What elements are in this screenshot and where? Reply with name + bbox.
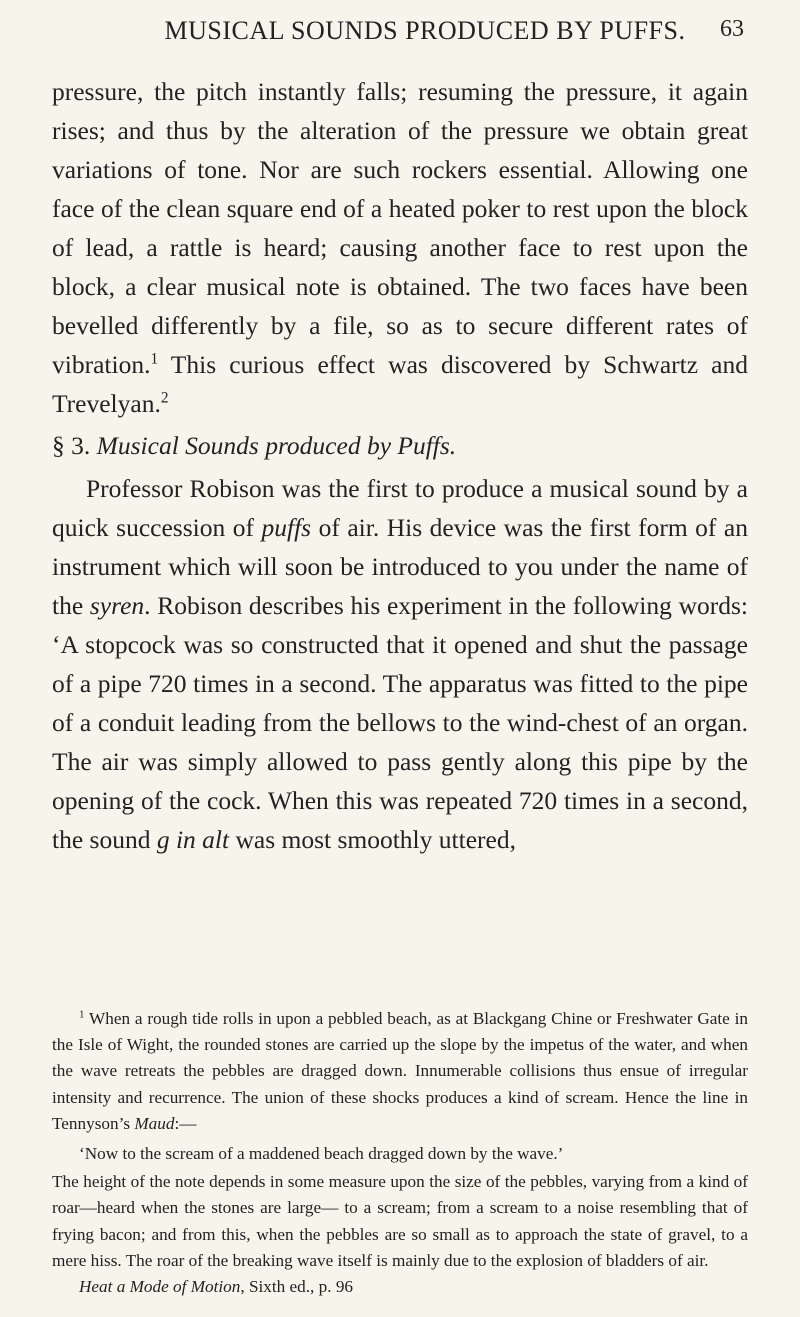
footnote-ref-2[interactable]: 2	[160, 389, 169, 407]
section-number: § 3.	[52, 431, 97, 460]
section-title: Musical Sounds produced by Puffs.	[96, 431, 457, 460]
p1-mid: This curious effect was discovered by Schwartz and Trevelyan.	[52, 350, 748, 418]
footnote-source-title: Heat a Mode of Motion	[79, 1277, 241, 1297]
paragraph-robison	[52, 469, 748, 859]
footnote-text-b: :—	[174, 1113, 197, 1133]
footnote-marker: 1	[79, 1008, 85, 1021]
p2-text-c: . Robison describes his experiment in the following words: ‘A stopcock was so constructed that it opened and shut the passage of a pipe 720 times in a second. The apparatus was fitted to the pipe of a conduit leading from the bellows to the wind-chest of an organ. The air was simply allowed to pass gently along this pipe by the opening of the cock. When this was repeated 720 times in a second, the sound	[52, 591, 749, 854]
paragraph-continuation	[52, 72, 748, 423]
running-title: MUSICAL SOUNDS PRODUCED BY PUFFS.	[164, 16, 686, 45]
running-head	[110, 16, 744, 56]
footnote-source	[52, 1274, 748, 1300]
footnote-text-c: The height of the note depends in some measure upon the size of the pebbles, varying from a kind of roar—heard when the stones are large— to a scream; from a scream to a noise resembling that of frying bacon; and from this, when the pebbles are so small as to approach the state of gravel, to a mere hiss. The roar of the breaking wave itself is mainly due to the explosion of bladders of air.	[52, 1172, 748, 1270]
p1-text: pressure, the pitch instantly falls; resuming the pressure, it again rises; and thus by the alteration of the pressure we obtain great variations of tone. Nor are such rockers essential. Allowing one face of the clean square end of a heated poker to rest upon the block of lead, a rattle is heard; causing another face to rest upon the block, a clear musical note is obtained. The two faces have been bevelled differently by a file, so as to secure different rates of vibration.	[52, 77, 748, 379]
footnote-quote: ‘Now to the scream of a maddened beach dragged down by the wave.’	[79, 1144, 564, 1164]
p2-syren: syren	[89, 591, 145, 620]
footnote-source-rest: , Sixth ed., p. 96	[240, 1277, 354, 1297]
footnote-maud: Maud	[134, 1113, 175, 1133]
section-heading	[52, 426, 748, 465]
p2-text-b: of air. His device was the first form of an instrument which will soon be introduced to you under the name of the	[52, 513, 748, 620]
p2-g-in-alt: g in alt	[156, 825, 230, 854]
footnote-ref-1[interactable]: 1	[150, 350, 159, 368]
page-number: 63	[720, 16, 744, 42]
p2-puffs: puffs	[261, 513, 312, 542]
footnote-1	[52, 1006, 748, 1137]
p2-text-a: Professor Robison was the first to produce a musical sound by a quick succession of	[52, 474, 748, 542]
footnotes	[52, 1006, 748, 1300]
footnote-text-a: When a rough tide rolls in upon a pebbled beach, as at Blackgang Chine or Freshwater Gate in the Isle of Wight, the rounded stones are carried up the slope by the impetus of the water, and when the wave retreats the pebbles are dragged down. Innumerable collisions thus ensue of irregular intensity and recurrence. The union of these shocks produces a kind of scream. Hence the line in Tennyson’s	[52, 1009, 748, 1133]
p2-text-d: was most smoothly uttered,	[229, 825, 516, 854]
body-text	[52, 72, 748, 859]
